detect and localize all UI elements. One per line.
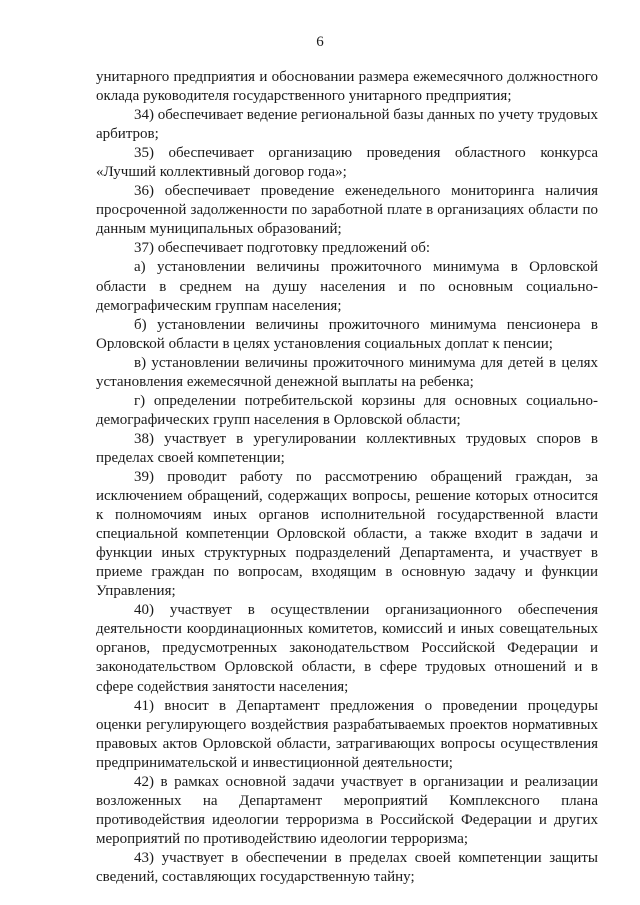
paragraph-item-40: 40) участвует в осуществлении организационного обеспечения деятельности координационных комитетов, комиссий и иных совещательных органов, предусмотренных законодательством Российской Федерации и законодательством Орловской области, в сфере трудовых отношений и в сфере содействия занятости населения; [96,602,598,695]
paragraph-item-43: 43) участвует в обеспечении в пределах своей компетенции защиты сведений, составляющих государственную тайну; [96,849,598,885]
paragraph-item-34: 34) обеспечивает ведение региональной базы данных по учету трудовых арбитров; [96,107,598,143]
paragraph-subitem-b: б) установлении величины прожиточного минимума пенсионера в Орловской области в целях установления социальных доплат к пенсии; [96,316,598,352]
page-number: 6 [316,34,324,50]
paragraph-subitem-g: г) определении потребительской корзины для основных социально-демографических групп населения в Орловской области; [96,392,598,428]
paragraph-item-36: 36) обеспечивает проведение еженедельного мониторинга наличия просроченной задолженности по заработной плате в организациях области по данным муниципальных образований; [96,183,598,238]
document-body [96,68,598,887]
paragraph-item-38: 38) участвует в урегулировании коллективных трудовых споров в пределах своей компетенции; [96,430,598,466]
paragraph-subitem-v: в) установлении величины прожиточного минимума для детей в целях установления ежемесячной денежной выплаты на ребенка; [96,354,598,390]
paragraph-item-41: 41) вносит в Департамент предложения о проведении процедуры оценки регулирующего воздействия разрабатываемых проектов нормативных правовых актов Орловской области, затрагивающих вопросы осуществления предпринимательской и инвестиционной деятельности; [96,697,598,771]
paragraph-item-37: 37) обеспечивает подготовку предложений об: [134,240,431,257]
paragraph-item-42: 42) в рамках основной задачи участвует в организации и реализации возложенных на Департамент мероприятий Комплексного плана противодействия идеологии терроризма в Российской Федерации и других мероприятий по противодействию идеологии терроризма; [96,773,598,847]
paragraph-item-39: 39) проводит работу по рассмотрению обращений граждан, за исключением обращений, содержащих вопросы, решение которых относится к полномочиям иных органов исполнительной государственной власти специальной компетенции Орловской области, а также входит в задачи и функции иных структурных подразделений Департамента, и участвует в приеме граждан по вопросам, входящим в основную задачу и функции Управления; [96,468,598,600]
paragraph-subitem-a: а) установлении величины прожиточного минимума в Орловской области в среднем на душу населения и по основным социально-демографическим группам населения; [96,259,598,314]
paragraph-item-35: 35) обеспечивает организацию проведения областного конкурса «Лучший коллективный договор года»; [96,145,598,181]
paragraph-continuation: унитарного предприятия и обосновании размера ежемесячного должностного оклада руководителя государственного унитарного предприятия; [96,69,598,105]
